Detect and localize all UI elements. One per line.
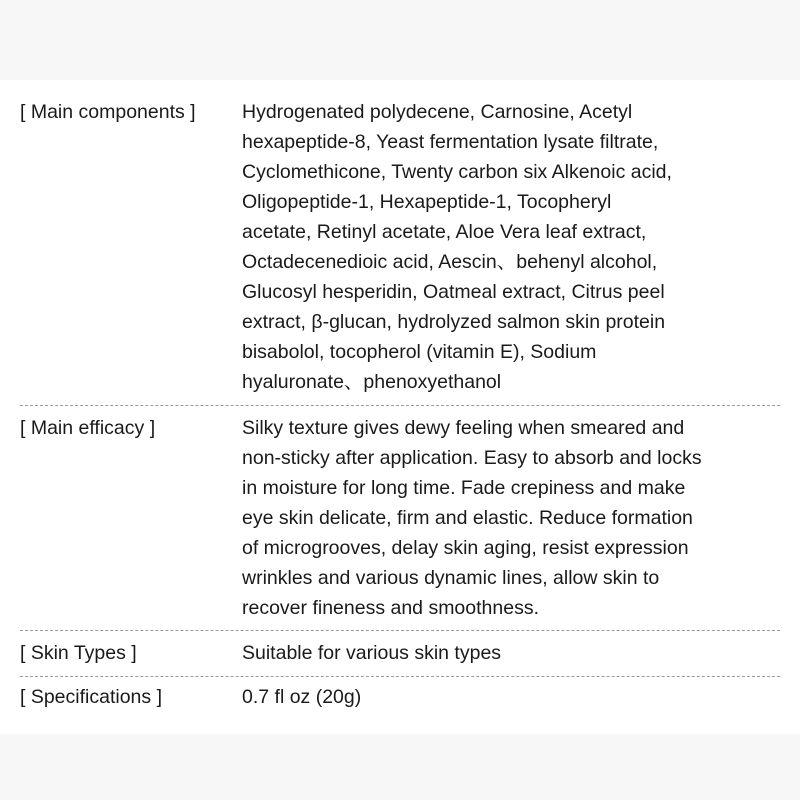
components-line: hexapeptide-8, Yeast fermentation lysate filtrate, bbox=[242, 131, 659, 153]
specifications-label: [ Specifications ] bbox=[20, 686, 162, 708]
efficacy-line: recover fineness and smoothness. bbox=[242, 597, 539, 619]
efficacy-line: non-sticky after application. Easy to absorb and locks bbox=[242, 447, 702, 469]
skin-types-value bbox=[242, 638, 782, 668]
efficacy-line: in moisture for long time. Fade crepiness and make bbox=[242, 477, 686, 499]
components-line: Cyclomethicone, Twenty carbon six Alkenoic acid, bbox=[242, 161, 672, 183]
specifications-text: 0.7 fl oz (20g) bbox=[242, 686, 362, 708]
components-line: Glucosyl hesperidin, Oatmeal extract, Citrus peel bbox=[242, 281, 665, 303]
section-divider bbox=[20, 630, 780, 631]
efficacy-line: wrinkles and various dynamic lines, allow skin to bbox=[242, 567, 660, 589]
efficacy-line: of microgrooves, delay skin aging, resist expression bbox=[242, 537, 689, 559]
components-value bbox=[242, 97, 782, 397]
components-line: Hydrogenated polydecene, Carnosine, Acetyl bbox=[242, 101, 633, 123]
components-label: [ Main components ] bbox=[20, 101, 196, 123]
efficacy-line: Silky texture gives dewy feeling when smeared and bbox=[242, 417, 685, 439]
components-line: bisabolol, tocopherol (vitamin E), Sodium bbox=[242, 341, 597, 363]
components-line: hyaluronate、phenoxyethanol bbox=[242, 371, 502, 393]
efficacy-value bbox=[242, 413, 782, 623]
section-divider bbox=[20, 676, 780, 677]
product-info-sheet bbox=[0, 80, 800, 734]
skin-types-text: Suitable for various skin types bbox=[242, 642, 502, 664]
components-line: acetate, Retinyl acetate, Aloe Vera leaf extract, bbox=[242, 221, 647, 243]
components-line: extract, β-glucan, hydrolyzed salmon skin protein bbox=[242, 311, 666, 333]
section-divider bbox=[20, 405, 780, 406]
efficacy-label: [ Main efficacy ] bbox=[20, 417, 156, 439]
specifications-value bbox=[242, 682, 782, 712]
components-line: Oligopeptide-1, Hexapeptide-1, Tocopheryl bbox=[242, 191, 612, 213]
components-line: Octadecenedioic acid, Aescin、behenyl alcohol, bbox=[242, 251, 658, 273]
skin-types-label: [ Skin Types ] bbox=[20, 642, 137, 664]
efficacy-line: eye skin delicate, firm and elastic. Reduce formation bbox=[242, 507, 693, 529]
